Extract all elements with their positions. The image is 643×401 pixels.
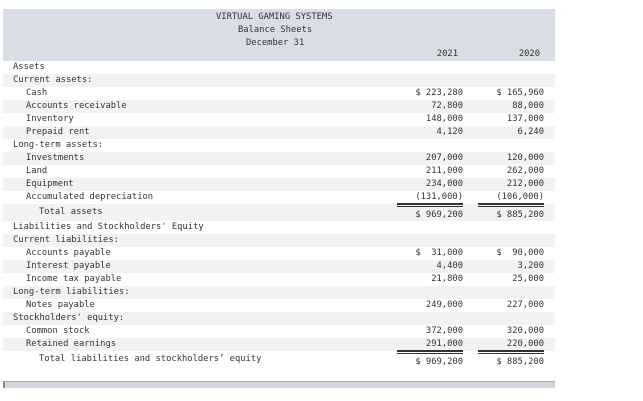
value-2020: 227,000 (506, 300, 544, 310)
row-label: Interest payable (26, 261, 111, 271)
row-label: Accumulated depreciation (26, 192, 154, 202)
value-2020: 220,000 (478, 338, 544, 351)
value-2021: 72,800 (431, 101, 463, 111)
value-2021: 4,400 (436, 261, 463, 271)
row-label: Stockholders' equity: (13, 313, 125, 323)
value-2020: 120,000 (506, 153, 544, 163)
horizontal-scrollbar[interactable] (3, 381, 555, 388)
row-label: Inventory (26, 114, 74, 124)
table-row (3, 338, 555, 351)
value-2020: 25,000 (512, 274, 544, 284)
value-2020: $ 90,000 (496, 248, 544, 258)
table-row (3, 113, 555, 126)
column-header-2020: 2020 (518, 49, 540, 59)
table-row (3, 139, 555, 152)
table-row (3, 87, 555, 100)
table-row (3, 178, 555, 191)
value-2021: 207,000 (425, 153, 463, 163)
value-2020: 262,000 (506, 166, 544, 176)
table-row (3, 273, 555, 286)
row-label: Assets (13, 62, 45, 72)
row-label: Accounts receivable (26, 101, 127, 111)
row-label: Notes payable (26, 300, 95, 310)
value-2020: 320,000 (506, 326, 544, 336)
table-row (3, 234, 555, 247)
table-row (3, 260, 555, 273)
table-row (3, 351, 555, 368)
value-2020: $ 885,200 (478, 204, 544, 224)
value-2021: 4,120 (436, 127, 463, 137)
row-label: Long-term assets: (13, 140, 104, 150)
value-2021: $ 969,200 (397, 204, 463, 224)
value-2020: 137,000 (506, 114, 544, 124)
value-2020: $ 885,200 (478, 351, 544, 371)
row-label: Income tax payable (26, 274, 122, 284)
row-label: Current assets: (13, 75, 93, 85)
value-2020: 212,000 (506, 179, 544, 189)
value-2021: $ 31,000 (415, 248, 463, 258)
value-2020: 3,200 (517, 261, 544, 271)
value-2021: 234,000 (425, 179, 463, 189)
value-2021: 249,000 (425, 300, 463, 310)
row-label: Long-term liabilities: (13, 287, 130, 297)
value-2021: 372,000 (425, 326, 463, 336)
table-header (3, 9, 555, 61)
value-2021: 291,000 (397, 338, 463, 351)
value-2021: 211,000 (425, 166, 463, 176)
table-row (3, 312, 555, 325)
row-label: Accounts payable (26, 248, 111, 258)
table-row (3, 221, 555, 234)
row-label: Land (26, 166, 48, 176)
statement-date: December 31 (246, 38, 305, 48)
value-2020: (106,000) (478, 191, 544, 204)
table-row (3, 61, 555, 74)
company-name: VIRTUAL GAMING SYSTEMS (216, 12, 333, 22)
table-row (3, 325, 555, 338)
row-label: Prepaid rent (26, 127, 90, 137)
row-label: Investments (26, 153, 85, 163)
row-label: Total assets (39, 207, 103, 217)
table-row (3, 191, 555, 204)
table-row (3, 204, 555, 221)
table-row (3, 100, 555, 113)
value-2020: 88,000 (512, 101, 544, 111)
row-label: Liabilities and Stockholders' Equity (13, 222, 204, 232)
balance-sheet-table (3, 9, 555, 368)
value-2020: $ 165,960 (496, 88, 544, 98)
value-2021: (131,000) (397, 191, 463, 204)
value-2021: $ 969,200 (397, 351, 463, 371)
value-2021: $ 223,280 (415, 88, 463, 98)
value-2021: 21,800 (431, 274, 463, 284)
table-body (3, 61, 555, 368)
table-row (3, 286, 555, 299)
value-2021: 148,000 (425, 114, 463, 124)
statement-title: Balance Sheets (238, 25, 313, 35)
table-row (3, 152, 555, 165)
row-label: Current liabilities: (13, 235, 119, 245)
row-label: Cash (26, 88, 48, 98)
table-row (3, 299, 555, 312)
value-2020: 6,240 (517, 127, 544, 137)
table-row (3, 126, 555, 139)
row-label: Equipment (26, 179, 74, 189)
table-row (3, 165, 555, 178)
row-label: Retained earnings (26, 339, 117, 349)
table-row (3, 74, 555, 87)
column-header-2021: 2021 (436, 49, 458, 59)
row-label: Total liabilities and stockholders’ equity (39, 354, 262, 364)
table-row (3, 247, 555, 260)
row-label: Common stock (26, 326, 90, 336)
